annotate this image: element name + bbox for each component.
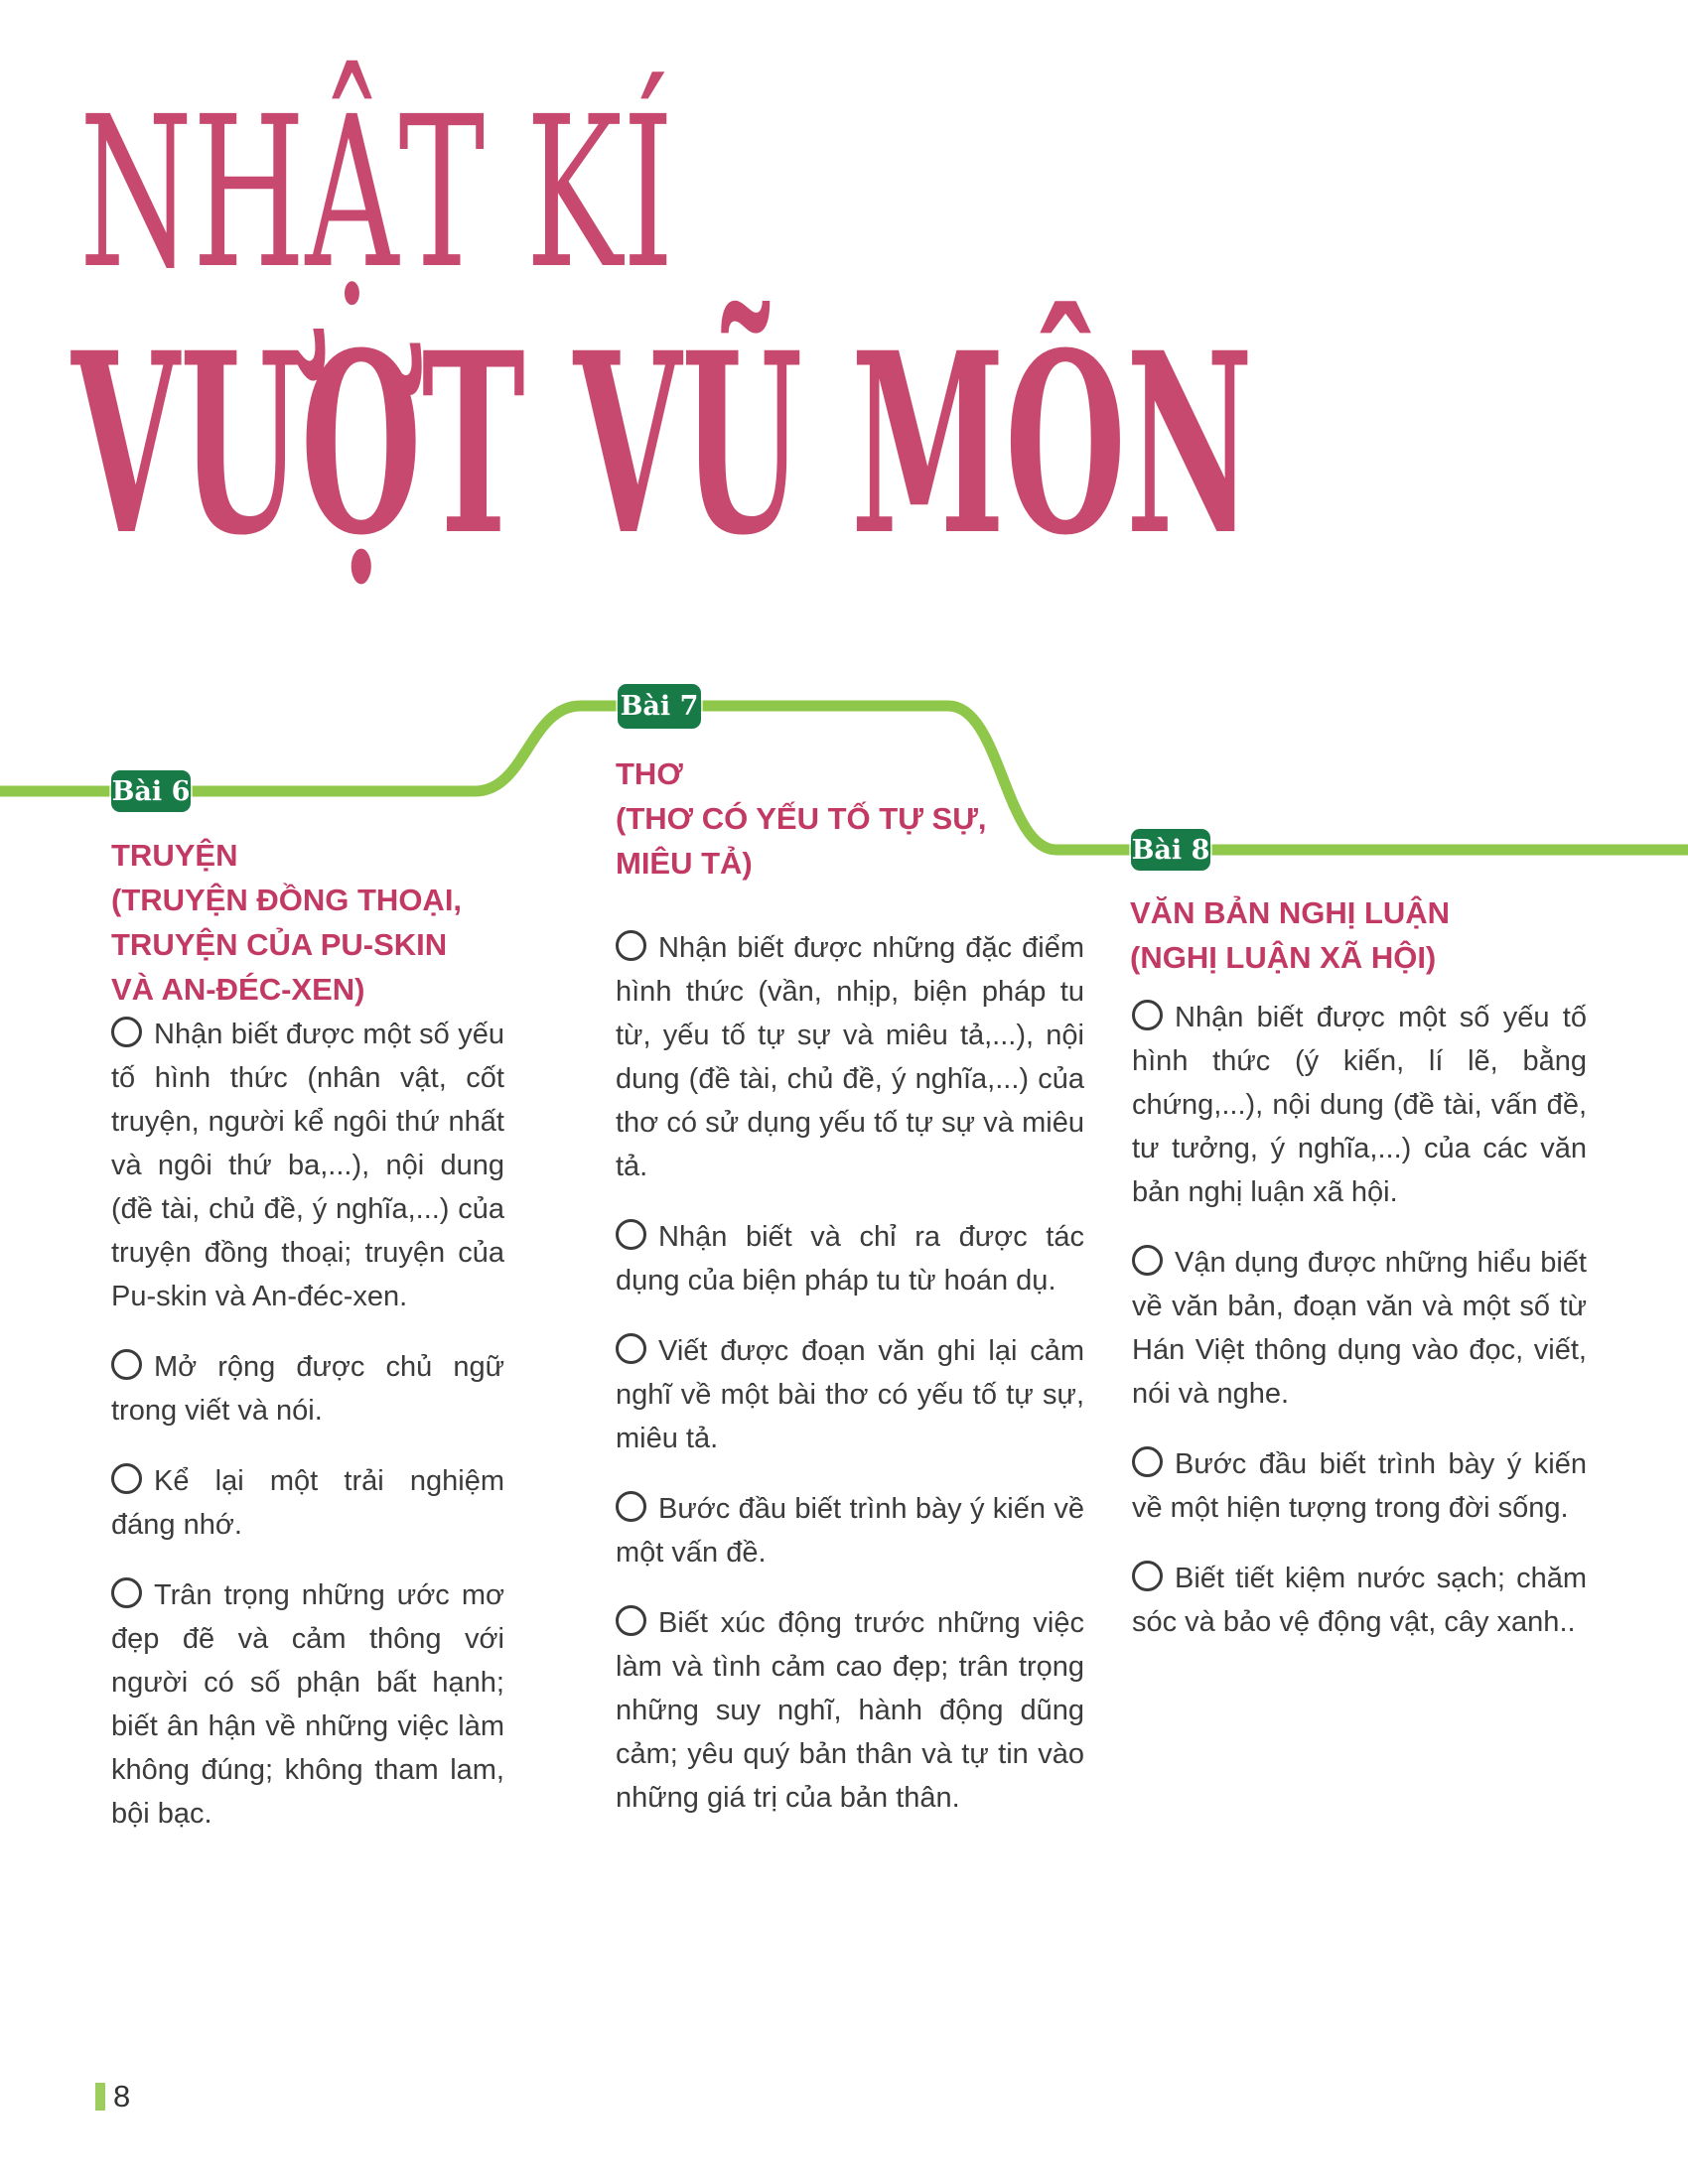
circle-bullet-icon	[111, 1017, 142, 1047]
lesson-7-bullet-4-text: Bước đầu biết trình bày ý kiến về một vấn đề.	[616, 1493, 1084, 1569]
lesson-6-bullet-4	[111, 1573, 504, 1836]
badge-bai-7	[618, 684, 701, 729]
lesson-8-heading	[1130, 890, 1607, 980]
circle-bullet-icon	[111, 1349, 142, 1380]
circle-bullet-icon	[1132, 1000, 1163, 1030]
lesson-7-heading-line: MIÊU TẢ)	[616, 846, 753, 881]
page-title-line1: NHẬT KÍ	[79, 71, 674, 315]
lesson-7-bullet-3	[616, 1329, 1084, 1460]
lesson-7-bullet-2	[616, 1215, 1084, 1302]
lesson-7-heading-line: (THƠ CÓ YẾU TỐ TỰ SỰ,	[616, 801, 987, 836]
lesson-6-heading-line: TRUYỆN CỦA PU-SKIN	[111, 927, 448, 962]
badge-bai-6-label: Bài 6	[111, 775, 191, 807]
lesson-7-bullet-4	[616, 1487, 1084, 1574]
circle-bullet-icon	[1132, 1561, 1163, 1591]
circle-bullet-icon	[616, 1491, 646, 1522]
page-number: 8	[113, 2079, 131, 2114]
lesson-8-objectives	[1132, 996, 1587, 1644]
lesson-7-bullet-5	[616, 1601, 1084, 1820]
lesson-6-bullet-2	[111, 1345, 504, 1433]
lesson-8-heading-line: (NGHỊ LUẬN XÃ HỘI)	[1130, 940, 1437, 975]
circle-bullet-icon	[616, 1605, 646, 1636]
lesson-7-bullet-5-text: Biết xúc động trước những việc làm và tình cảm cao đẹp; trân trọng những suy nghĩ, hành động dũng cảm; yêu quý bản thân và tự tin vào những giá trị của bản thân.	[616, 1607, 1084, 1814]
lesson-6-heading-line: (TRUYỆN ĐỒNG THOẠI,	[111, 883, 463, 917]
lesson-7-bullet-1-text: Nhận biết được những đặc điểm hình thức (vần, nhịp, biện pháp tu từ, yếu tố tự sự và miêu tả,...), nội dung (đề tài, chủ đề, ý nghĩa,...) của thơ có sử dụng yếu tố tự sự và miêu tả.	[616, 932, 1084, 1182]
lesson-8-heading-line: VĂN BẢN NGHỊ LUẬN	[1130, 895, 1451, 930]
circle-bullet-icon	[616, 1333, 646, 1364]
badge-bai-7-label: Bài 7	[620, 691, 699, 722]
lesson-8-bullet-1-text: Nhận biết được một số yếu tố hình thức (ý kiến, lí lẽ, bằng chứng,...), nội dung (đề tài, vấn đề, tư tưởng, ý nghĩa,...) của các văn bản nghị luận xã hội.	[1132, 1002, 1587, 1208]
lesson-6-bullet-4-text: Trân trọng những ước mơ đẹp đẽ và cảm thông với người có số phận bất hạnh; biết ân hận về những việc làm không đúng; không tham lam, bội bạc.	[111, 1579, 504, 1830]
badge-bai-8	[1131, 829, 1210, 871]
lesson-6-heading	[111, 833, 528, 1012]
circle-bullet-icon	[1132, 1446, 1163, 1477]
circle-bullet-icon	[1132, 1245, 1163, 1276]
lesson-8-bullet-3	[1132, 1442, 1587, 1530]
lesson-8-bullet-2	[1132, 1241, 1587, 1416]
circle-bullet-icon	[616, 1219, 646, 1250]
lesson-7-objectives	[616, 926, 1084, 1820]
lesson-8-bullet-2-text: Vận dụng được những hiểu biết về văn bản, đoạn văn và một số từ Hán Việt thông dụng vào đọc, viết, nói và nghe.	[1132, 1247, 1587, 1410]
lesson-6-bullet-1-text: Nhận biết được một số yếu tố hình thức (nhân vật, cốt truyện, người kể ngôi thứ nhất và ngôi thứ ba,...), nội dung (đề tài, chủ đề, ý nghĩa,...) của truyện đồng thoại; truyện của Pu-skin và An-đéc-xen.	[111, 1019, 504, 1312]
lesson-7-bullet-2-text: Nhận biết và chỉ ra được tác dụng của biện pháp tu từ hoán dụ.	[616, 1221, 1084, 1297]
lesson-6-bullet-2-text: Mở rộng được chủ ngữ trong viết và nói.	[111, 1351, 504, 1427]
lesson-7-heading-line: THƠ	[616, 756, 683, 791]
lesson-6-bullet-1	[111, 1013, 504, 1318]
lesson-7-bullet-3-text: Viết được đoạn văn ghi lại cảm nghĩ về một bài thơ có yếu tố tự sự, miêu tả.	[616, 1335, 1084, 1454]
lesson-8-bullet-3-text: Bước đầu biết trình bày ý kiến về một hiện tượng trong đời sống.	[1132, 1448, 1587, 1524]
lesson-6-objectives	[111, 1013, 504, 1836]
circle-bullet-icon	[616, 930, 646, 961]
lesson-8-bullet-4	[1132, 1557, 1587, 1644]
lesson-8-bullet-1	[1132, 996, 1587, 1214]
circle-bullet-icon	[111, 1577, 142, 1608]
lesson-6-bullet-3-text: Kể lại một trải nghiệm đáng nhớ.	[111, 1465, 504, 1541]
lesson-8-bullet-4-text: Biết tiết kiệm nước sạch; chăm sóc và bảo vệ động vật, cây xanh..	[1132, 1563, 1587, 1638]
badge-bai-6	[111, 770, 191, 812]
page-title-line2: VƯỢT VŨ MÔN	[71, 298, 1253, 590]
lesson-6-heading-line: TRUYỆN	[111, 838, 238, 873]
badge-bai-8-label: Bài 8	[1131, 834, 1210, 866]
lesson-6-bullet-3	[111, 1459, 504, 1547]
lesson-7-bullet-1	[616, 926, 1084, 1188]
circle-bullet-icon	[111, 1463, 142, 1494]
lesson-6-heading-line: VÀ AN-ĐÉC-XEN)	[111, 972, 365, 1007]
page-number-bar	[95, 2083, 105, 2111]
lesson-7-heading	[616, 751, 1112, 886]
